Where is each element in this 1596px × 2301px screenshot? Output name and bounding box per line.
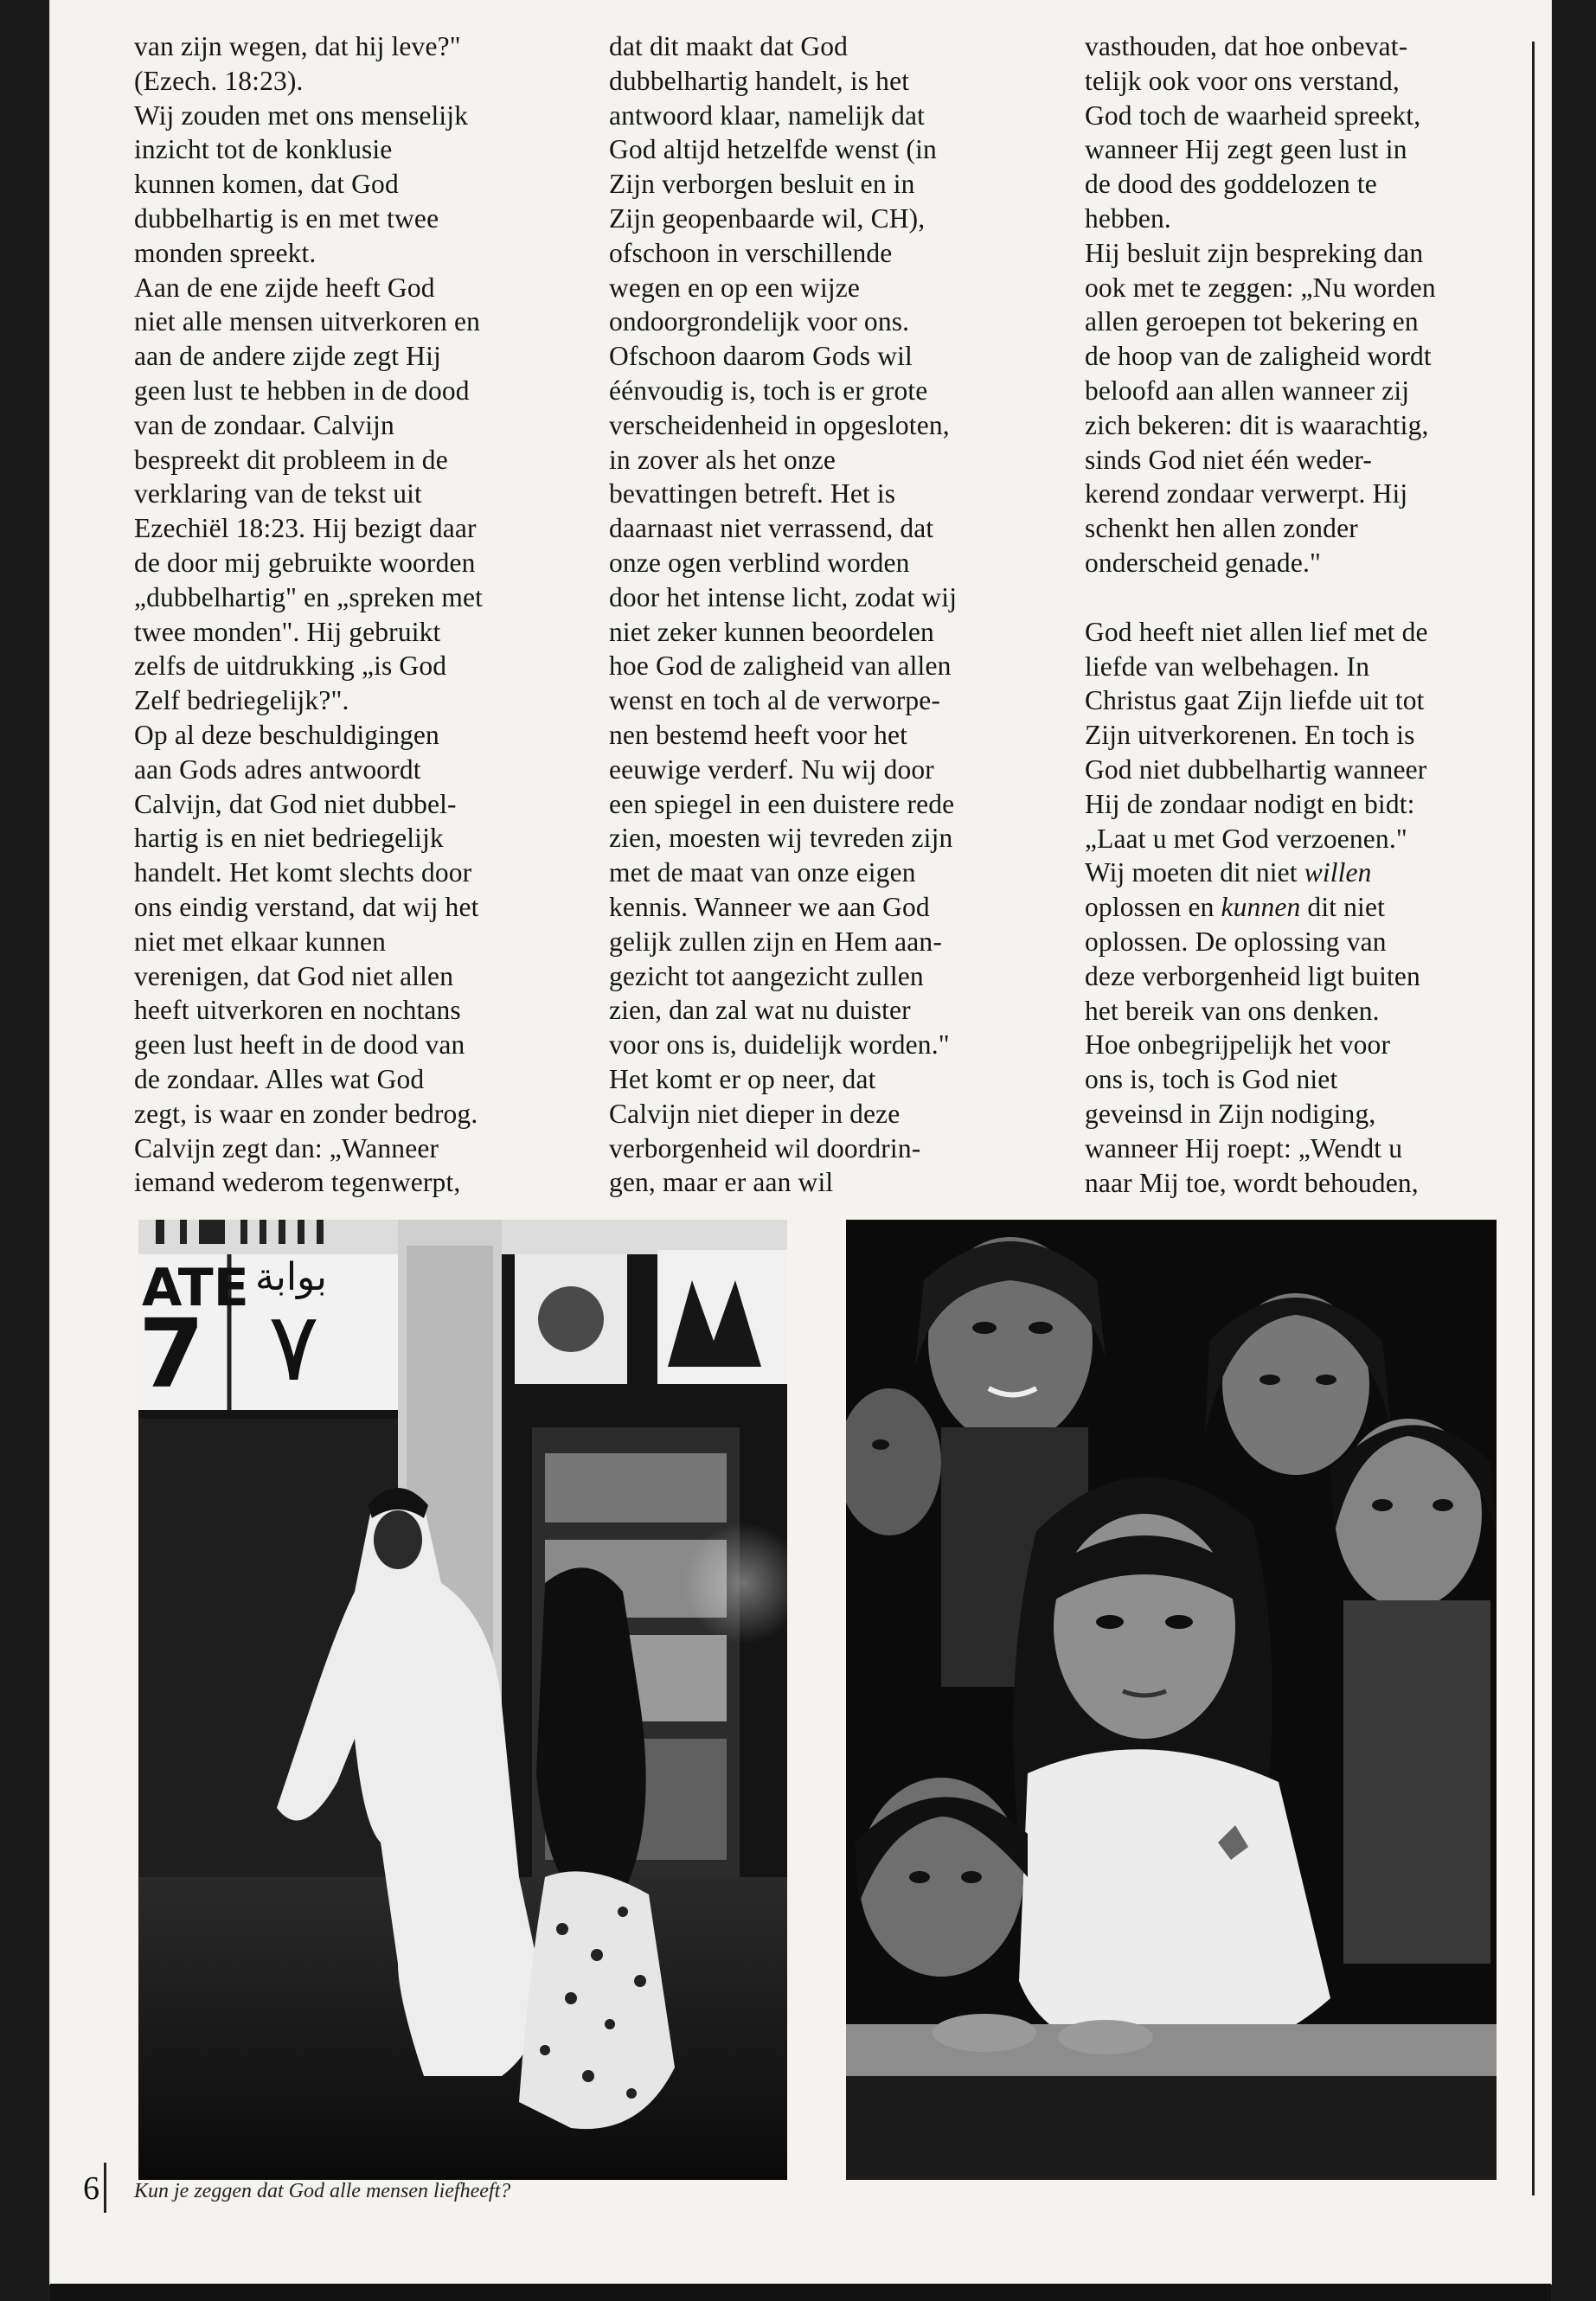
text-line: oplossen. De oplossing van (1085, 926, 1387, 957)
text-line: dat dit maakt dat God (609, 31, 849, 61)
text-line: onze ogen verblind worden (609, 547, 910, 578)
text-line: het bereik van ons denken. (1085, 995, 1380, 1026)
text-line: telijk ook voor ons verstand, (1085, 65, 1400, 96)
text-line: Op al deze beschuldigingen (134, 719, 439, 750)
text-line: van de zondaar. Calvijn (134, 409, 394, 440)
text-line: naar Mij toe, wordt behouden, (1085, 1167, 1419, 1198)
text-line: iemand wederom tegenwerpt, (134, 1167, 461, 1198)
text-line: Zelf bedriegelijk?". (134, 685, 349, 716)
text-line: Christus gaat Zijn liefde uit tot (1085, 685, 1425, 716)
gate-sign-number: 7 (138, 1298, 205, 1409)
text-line: heeft uitverkoren en nochtans (134, 995, 461, 1026)
text-line: eeuwige verderf. Nu wij door (609, 753, 934, 785)
photo-airport-gate (138, 1220, 787, 2180)
text-line: God heeft niet allen lief met de (1085, 616, 1428, 647)
text-line: ondoorgrondelijk voor ons. (609, 306, 910, 337)
text-line: beloofd aan allen wanneer zij (1085, 375, 1410, 406)
text-line: de hoop van de zaligheid wordt (1085, 341, 1432, 372)
text-line: allen geroepen tot bekering en (1085, 306, 1419, 337)
text-line: hebben. (1085, 202, 1171, 234)
text-line: Calvijn zegt dan: „Wanneer (134, 1132, 439, 1163)
text-line: dubbelhartig handelt, is het (609, 65, 910, 96)
text-line: God toch de waarheid spreekt, (1085, 99, 1421, 131)
text-line: wegen en op een wijze (609, 272, 861, 303)
text-line: de zondaar. Alles wat God (134, 1063, 425, 1094)
text-line: Wij zouden met ons menselijk (134, 99, 469, 131)
text-line: oplossen en kunnen dit niet (1085, 892, 1385, 923)
text-line: nen bestemd heeft voor het (609, 719, 908, 750)
text-line: ons is, toch is God niet (1085, 1064, 1338, 1095)
text-line: Aan de ene zijde heeft God (134, 272, 435, 303)
text-line: liefde van welbehagen. In (1085, 651, 1370, 682)
gate-sign-label: ATE (142, 1258, 249, 1318)
airport-photo-illustration (138, 1220, 787, 2180)
text-line: kennis. Wanneer we aan God (609, 891, 930, 922)
text-line: daarnaast niet verrassend, dat (609, 513, 934, 544)
text-line: zelfs de uitdrukking „is God (134, 651, 447, 682)
text-line: dubbelhartig is en met twee (134, 202, 439, 234)
text-line: niet alle mensen uitverkoren en (134, 306, 480, 337)
text-line: handelt. Het komt slechts door (134, 857, 472, 888)
text-line: Ezechiël 18:23. Hij bezigt daar (134, 513, 477, 544)
text-line: Calvijn, dat God niet dubbel- (134, 788, 457, 819)
text-line: zegt, is waar en zonder bedrog. (134, 1098, 478, 1129)
text-line: sinds God niet één weder- (1085, 444, 1373, 475)
text-column-3 (1085, 29, 1522, 1200)
text-line: verklaring van de tekst uit (134, 478, 422, 510)
page-number: 6 (83, 2170, 99, 2207)
text-line: zien, moesten wij tevreden zijn (609, 823, 953, 854)
text-line: een spiegel in een duistere rede (609, 788, 955, 819)
text-line: zien, dan zal wat nu duister (609, 995, 911, 1026)
text-line: Zijn uitverkorenen. En toch is (1085, 720, 1415, 751)
text-line: wanneer Hij zegt geen lust in (1085, 134, 1407, 165)
text-line: God niet dubbelhartig wanneer (1085, 753, 1427, 785)
text-line: zich bekeren: dit is waarachtig, (1085, 409, 1429, 440)
text-line: aan Gods adres antwoordt (134, 753, 421, 785)
text-line: verenigen, dat God niet allen (134, 960, 454, 991)
text-line: Hij de zondaar nodigt en bidt: (1085, 788, 1415, 819)
text-line: Hoe onbegrijpelijk het voor (1085, 1029, 1391, 1061)
text-line: niet met elkaar kunnen (134, 926, 387, 957)
page-bottom-edge (50, 2284, 1551, 2301)
text-line: ook met te zeggen: „Nu worden (1085, 272, 1436, 303)
text-line: kerend zondaar verwerpt. Hij (1085, 478, 1408, 510)
text-line: geveinsd in Zijn nodiging, (1085, 1098, 1376, 1129)
text-line: van zijn wegen, dat hij leve?" (134, 31, 461, 61)
photo-caption: Kun je zeggen dat God alle mensen liefheeft? (134, 2180, 511, 2202)
text-column-2 (609, 29, 1046, 1200)
text-line: in zover als het onze (609, 444, 836, 475)
text-line: voor ons is, duidelijk worden." (609, 1029, 950, 1061)
text-line: wanneer Hij roept: „Wendt u (1085, 1132, 1403, 1163)
text-line: gezicht tot aangezicht zullen (609, 960, 924, 991)
text-line: schenkt hen allen zonder (1085, 513, 1358, 544)
text-line: deze verborgenheid ligt buiten (1085, 960, 1420, 991)
text-line: éénvoudig is, toch is er grote (609, 375, 928, 406)
text-line: geen lust te hebben in de dood (134, 375, 470, 406)
text-line: Ofschoon daarom Gods wil (609, 341, 913, 372)
text-line: de door mij gebruikte woorden (134, 547, 476, 578)
text-line: wenst en toch al de verworpe- (609, 685, 941, 716)
text-line: met de maat van onze eigen (609, 857, 916, 888)
text-line: de dood des goddelozen te (1085, 169, 1377, 200)
text-line: Het komt er op neer, dat (609, 1063, 876, 1094)
text-line: hoe God de zaligheid van allen (609, 651, 952, 682)
text-line: twee monden". Hij gebruikt (134, 616, 441, 647)
text-line: antwoord klaar, namelijk dat (609, 99, 926, 131)
text-line: God altijd hetzelfde wenst (in (609, 134, 937, 165)
text-line: bespreekt dit probleem in de (134, 444, 448, 475)
gate-sign-arabic: بوابة (255, 1255, 328, 1299)
text-line: bevattingen betreft. Het is (609, 478, 896, 510)
text-line: „Laat u met God verzoenen." (1085, 823, 1407, 854)
photo-children-group (846, 1220, 1497, 2180)
text-line: aan de andere zijde zegt Hij (134, 341, 441, 372)
text-line: Wij moeten dit niet willen (1085, 857, 1372, 888)
page-number-rule (104, 2163, 106, 2213)
text-line: onderscheid genade." (1085, 547, 1321, 578)
text-line: vasthouden, dat hoe onbevat- (1085, 31, 1408, 61)
text-line: Calvijn niet dieper in deze (609, 1098, 901, 1129)
text-line: verborgenheid wil doordrin- (609, 1132, 921, 1163)
text-line: verscheidenheid in opgesloten, (609, 409, 950, 440)
text-column-1 (134, 29, 558, 1200)
gate-sign-arabic-number: ٧ (268, 1292, 320, 1402)
text-line: hartig is en niet bedriegelijk (134, 823, 444, 854)
text-line: ons eindig verstand, dat wij het (134, 891, 479, 922)
text-line: inzicht tot de konklusie (134, 134, 393, 165)
text-line: (Ezech. 18:23). (134, 65, 304, 96)
right-margin-rule (1532, 42, 1535, 2195)
text-line: gelijk zullen zijn en Hem aan- (609, 926, 942, 957)
text-line: Hij besluit zijn bespreking dan (1085, 237, 1424, 268)
text-line: kunnen komen, dat God (134, 169, 399, 200)
text-line: geen lust heeft in de dood van (134, 1029, 465, 1061)
text-line: Zijn verborgen besluit en in (609, 169, 915, 200)
text-line: Zijn geopenbaarde wil, CH), (609, 202, 926, 234)
text-line: monden spreekt. (134, 237, 317, 268)
text-line: „dubbelhartig" en „spreken met (134, 581, 484, 612)
text-line: niet zeker kunnen beoordelen (609, 616, 934, 647)
text-line: gen, maar er aan wil (609, 1167, 834, 1198)
children-photo-illustration (846, 1220, 1497, 2180)
text-line: ofschoon in verschillende (609, 237, 893, 268)
text-line: door het intense licht, zodat wij (609, 581, 958, 612)
